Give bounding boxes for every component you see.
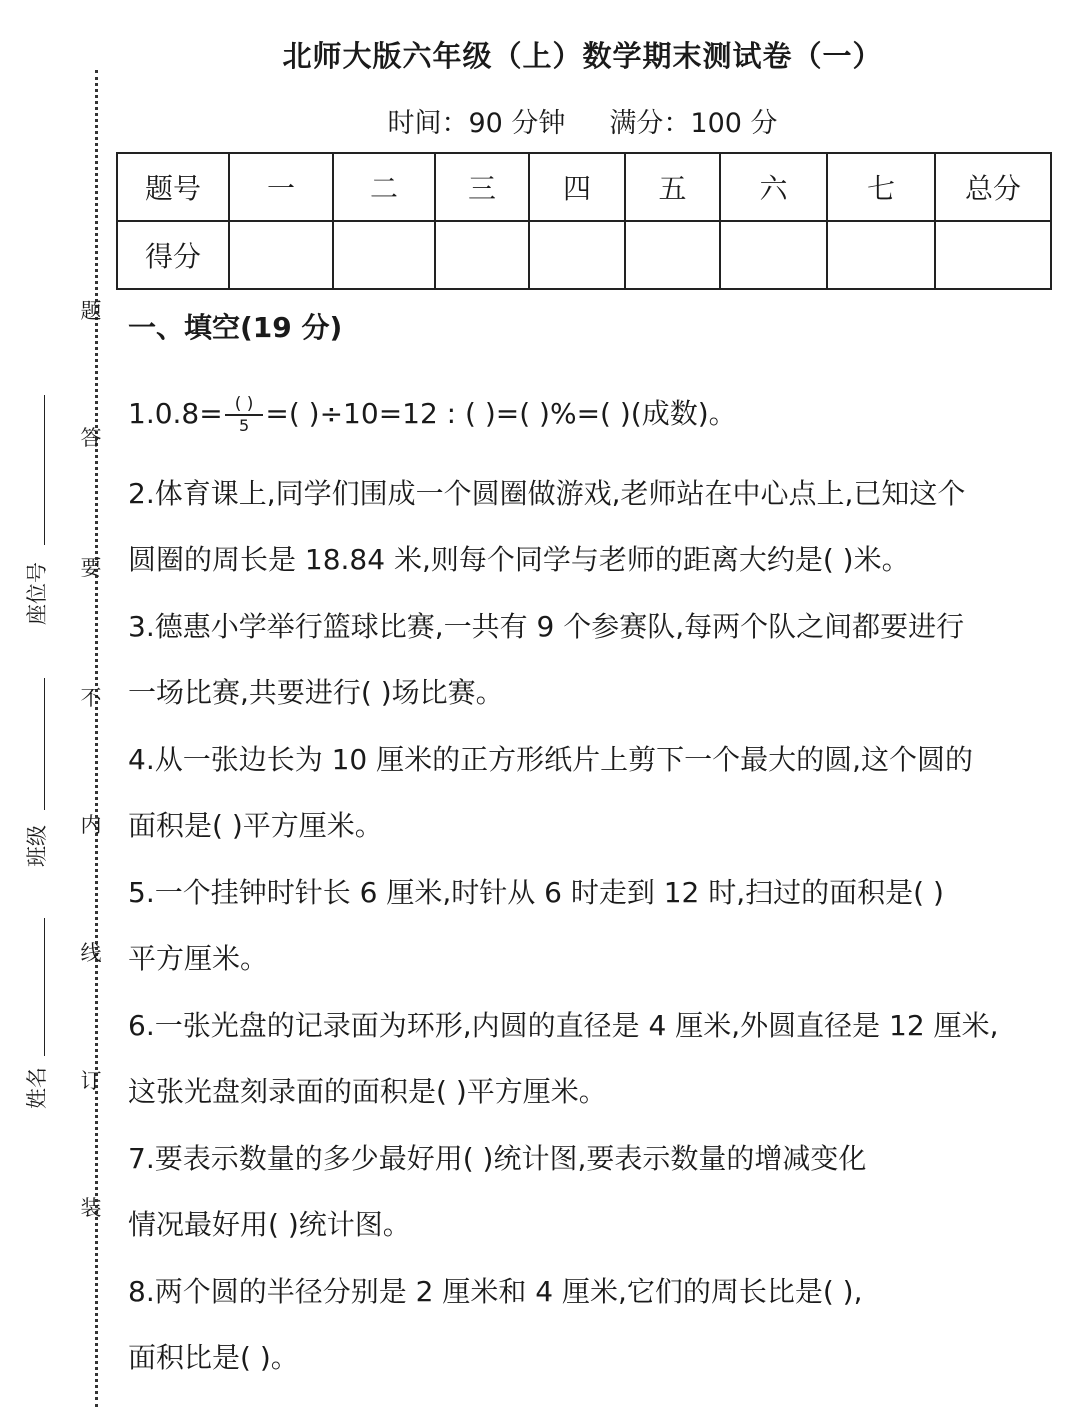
question-line: 5.一个挂钟时针长 6 厘米,时针从 6 时走到 12 时,扫过的面积是( ) [128,876,944,909]
class-line[interactable] [44,678,45,810]
question-line: 7.要表示数量的多少最好用( )统计图,要表示数量的增减变化 [128,1142,867,1175]
score-cell[interactable] [229,221,333,289]
binding-char: 答 [80,426,102,450]
score-table [116,152,1052,290]
table-header-cell: 五 [625,153,720,221]
table-header-cell: 总分 [935,153,1051,221]
binding-char: 订 [80,1069,102,1093]
question-line: 平方厘米。 [128,942,269,975]
question-line: 圆圈的周长是 18.84 米,则每个同学与老师的距离大约是( )米。 [128,543,910,576]
fraction [225,394,264,436]
question-line: 面积比是( )。 [128,1341,299,1374]
fraction-denominator: 5 [238,416,250,435]
table-header-cell: 题号 [117,153,229,221]
binding-char: 要 [80,556,102,580]
table-header-cell: 三 [435,153,529,221]
question-text: =( )÷10=12 : ( )=( )%=( )(成数)。 [265,397,737,430]
exam-info [115,101,1050,140]
score-cell[interactable] [333,221,435,289]
question-line: 这张光盘刻录面的面积是( )平方厘米。 [128,1075,607,1108]
binding-char: 题 [80,299,102,323]
question-line: 6.一张光盘的记录面为环形,内圆的直径是 4 厘米,外圆直径是 12 厘米, [128,1009,999,1042]
score-cell[interactable] [625,221,720,289]
seat-number-line[interactable] [44,395,45,545]
fraction-numerator: ( ) [225,394,264,416]
score-cell[interactable] [827,221,935,289]
table-header-cell: 四 [529,153,625,221]
question-line: 一场比赛,共要进行( )场比赛。 [128,676,504,709]
binding-char: 装 [80,1196,102,1220]
table-row [117,221,1051,289]
score-cell[interactable] [935,221,1051,289]
page-title: 北师大版六年级（上）数学期末测试卷（一） [282,39,883,73]
binding-char: 内 [80,813,102,837]
score-cell[interactable] [435,221,529,289]
seat-number-label: 座位号 [25,562,49,625]
score-cell[interactable] [529,221,625,289]
table-header-cell: 六 [720,153,827,221]
table-header-cell: 二 [333,153,435,221]
table-header-cell: 七 [827,153,935,221]
binding-char: 不 [80,686,102,710]
question-text: 1.0.8= [128,397,223,430]
name-line[interactable] [44,918,45,1056]
class-label: 班级 [25,825,49,867]
section-title: 一、填空(19 分) [128,311,343,344]
binding-char: 线 [80,941,102,965]
question-line: 2.体育课上,同学们围成一个圆圈做游戏,老师站在中心点上,已知这个 [128,477,966,510]
table-header-cell: 一 [229,153,333,221]
question-line: 3.德惠小学举行篮球比赛,一共有 9 个参赛队,每两个队之间都要进行 [128,610,965,643]
question-1 [128,392,737,436]
name-label: 姓名 [25,1067,49,1109]
full-score: 满分：100 分 [609,108,778,139]
question-line: 4.从一张边长为 10 厘米的正方形纸片上剪下一个最大的圆,这个圆的 [128,743,974,776]
score-row-label: 得分 [117,221,229,289]
question-line: 情况最好用( )统计图。 [128,1208,411,1241]
score-cell[interactable] [720,221,827,289]
question-line: 8.两个圆的半径分别是 2 厘米和 4 厘米,它们的周长比是( ), [128,1275,863,1308]
question-line: 面积是( )平方厘米。 [128,809,383,842]
table-row [117,153,1051,221]
time-limit: 时间：90 分钟 [387,108,566,139]
